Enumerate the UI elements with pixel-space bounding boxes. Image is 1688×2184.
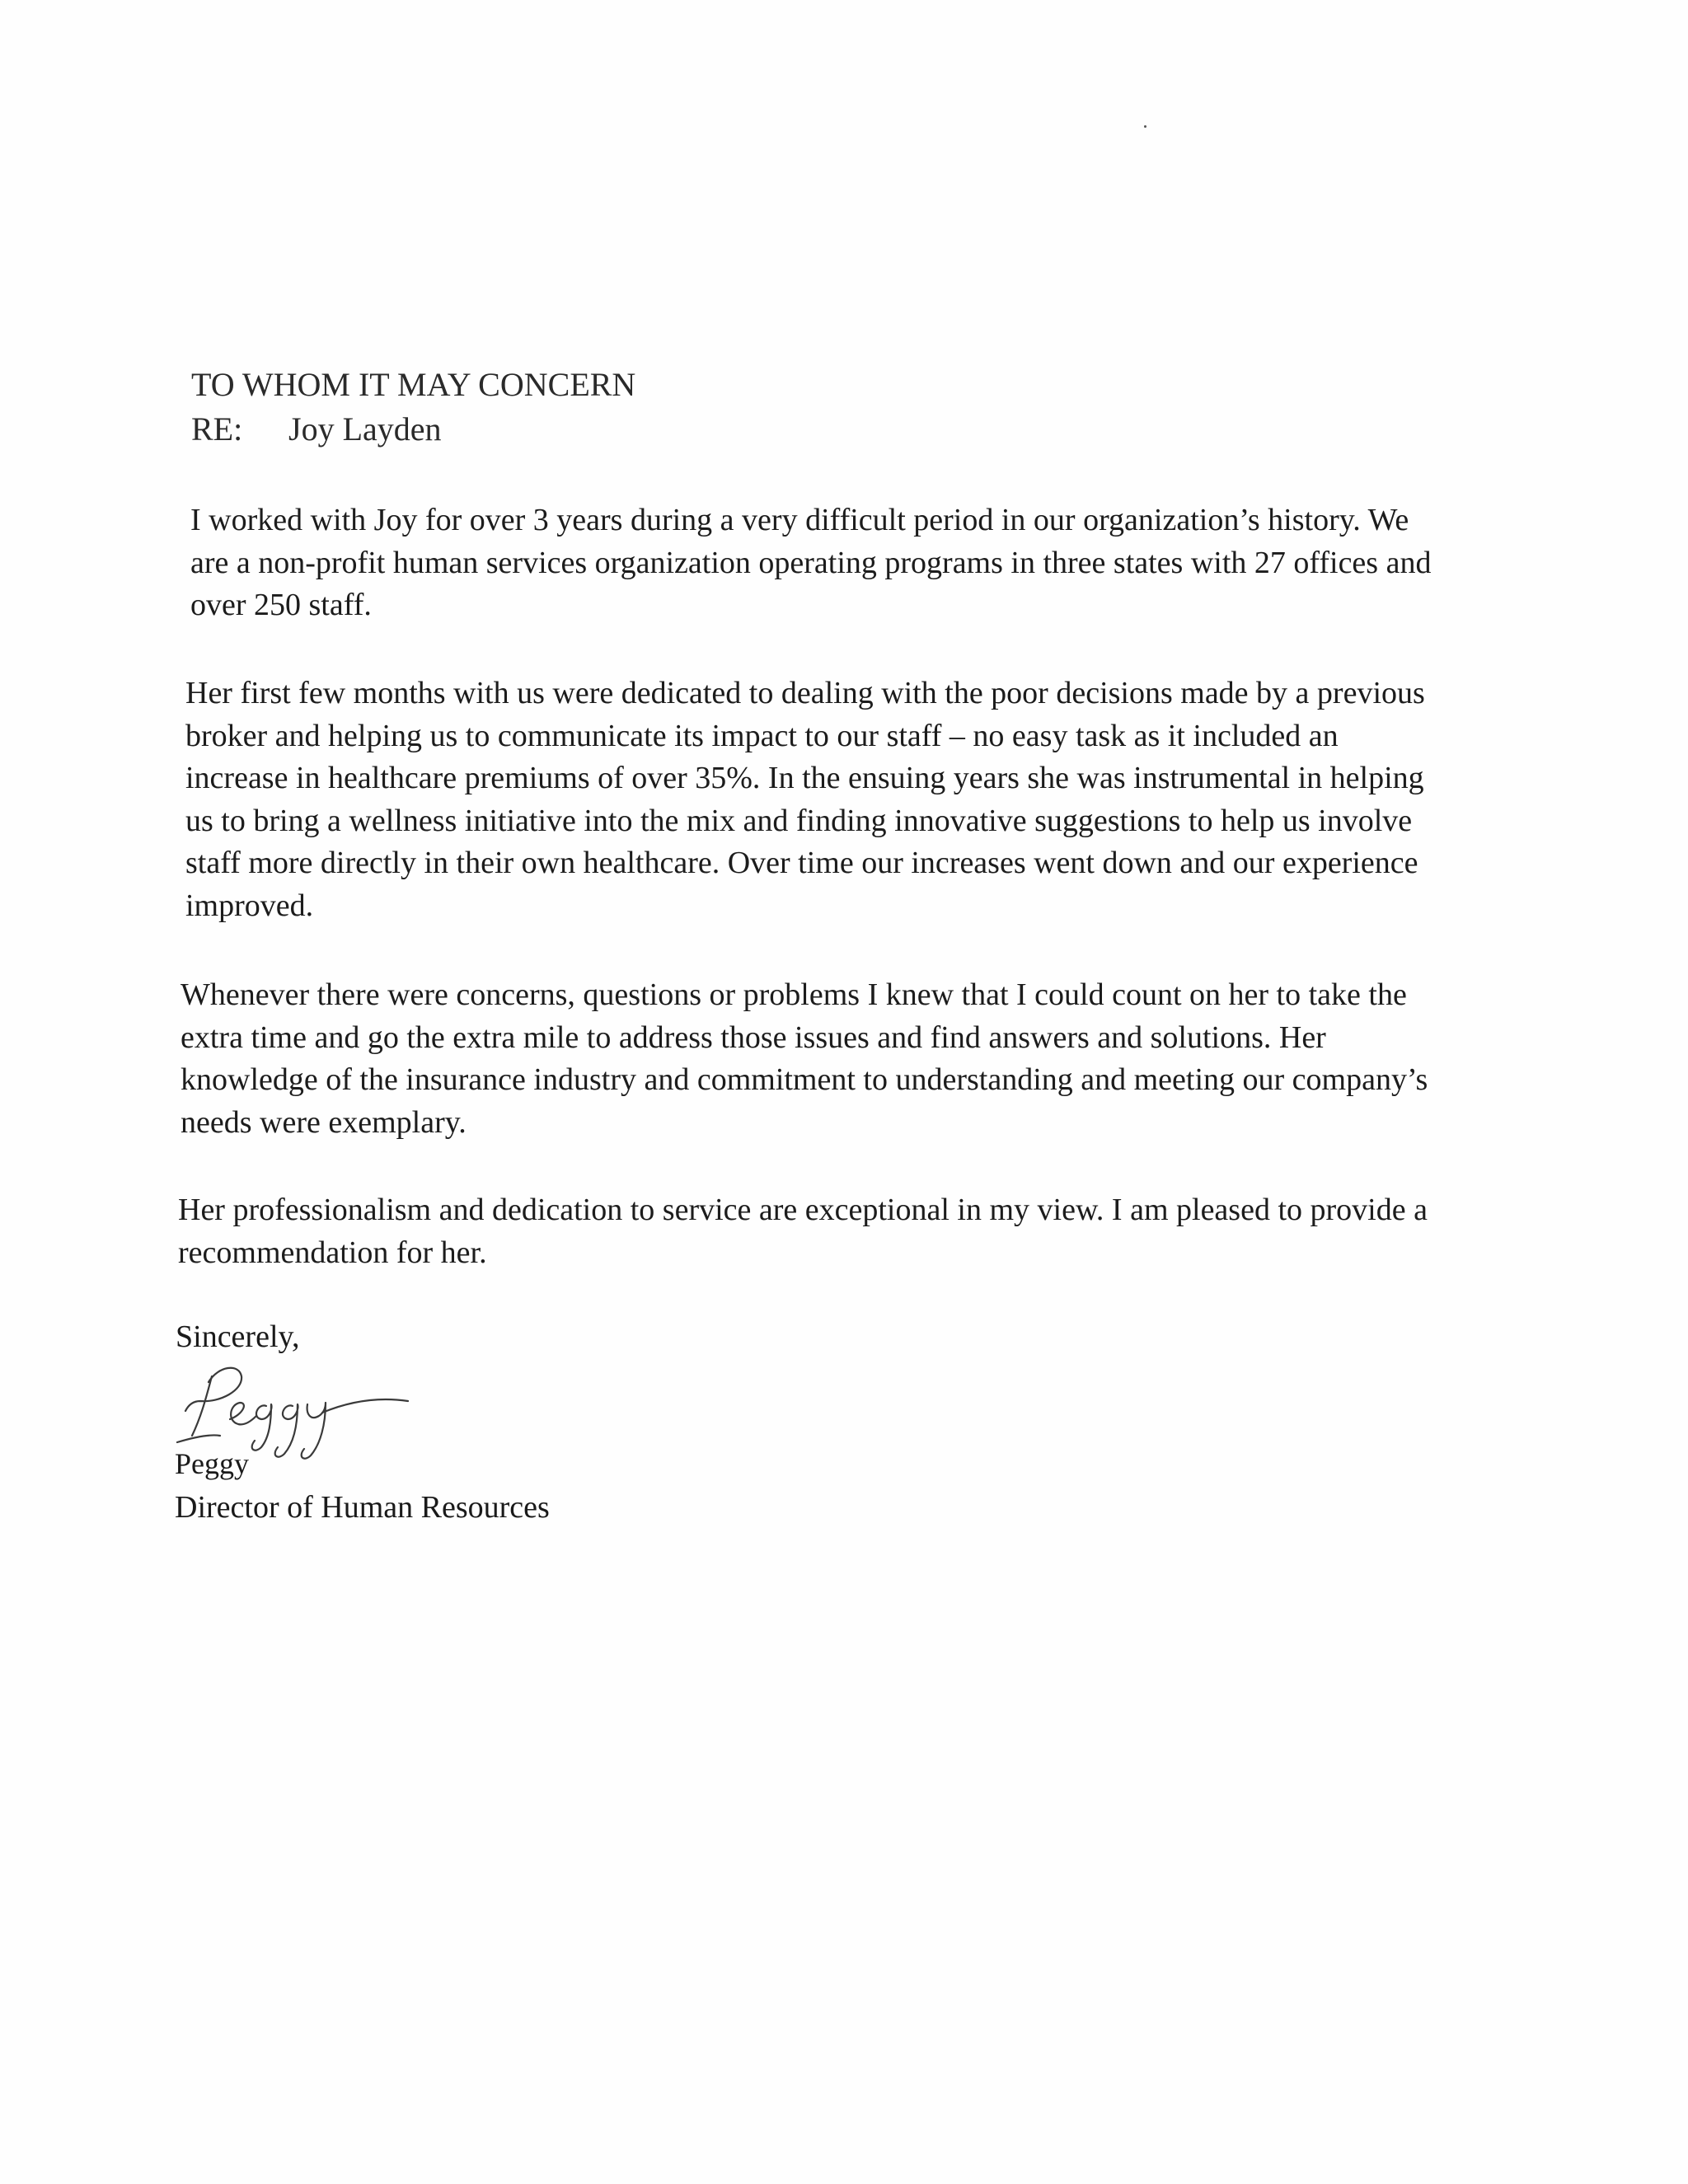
signer-name: Peggy: [175, 1447, 249, 1480]
salutation: TO WHOM IT MAY CONCERN: [191, 366, 636, 403]
paragraph-intro: [190, 499, 1431, 627]
signer-title: Director of Human Resources: [175, 1490, 550, 1525]
paragraph-line: improved.: [185, 888, 314, 923]
paragraph-line: needs were exemplary.: [181, 1104, 467, 1140]
paragraph-line: Her professionalism and dedication to service are exceptional in my view. I am pleased to provide a: [178, 1193, 1428, 1227]
scan-speck: [1144, 125, 1146, 128]
paragraph-reliability: [181, 974, 1428, 1144]
letter-header: [191, 363, 635, 452]
paragraph-line: Her first few months with us were dedicated to dealing with the poor decisions made by a previous: [185, 676, 1425, 710]
closing: Sincerely,: [176, 1319, 300, 1354]
paragraph-line: are a non-profit human services organization operating programs in three states with 27 offices and: [190, 545, 1432, 580]
paragraph-line: staff more directly in their own healthcare. Over time our increases went down and our experience: [185, 846, 1418, 880]
paragraph-line: knowledge of the insurance industry and commitment to understanding and meeting our company’s: [181, 1062, 1428, 1097]
paragraph-line: broker and helping us to communicate its impact to our staff – no easy task as it included an: [185, 718, 1339, 753]
paragraph-line: us to bring a wellness initiative into the mix and finding innovative suggestions to help us involve: [185, 803, 1413, 838]
paragraph-line: extra time and go the extra mile to address those issues and find answers and solutions. Her: [181, 1019, 1326, 1055]
paragraph-line: recommendation for her.: [178, 1235, 487, 1270]
paragraph-line: Whenever there were concerns, questions or problems I knew that I could count on her to take the: [181, 977, 1407, 1012]
paragraph-recommendation: [178, 1189, 1428, 1274]
paragraph-line: over 250 staff.: [190, 588, 372, 622]
paragraph-achievements: [185, 673, 1425, 927]
re-label: RE:: [191, 410, 243, 448]
re-line: [191, 407, 635, 452]
re-subject: Joy Layden: [288, 410, 442, 448]
paragraph-line: I worked with Joy for over 3 years during a very difficult period in our organization’s history. We: [190, 503, 1409, 537]
paragraph-line: increase in healthcare premiums of over 35%. In the ensuing years she was instrumental in helping: [185, 761, 1424, 795]
